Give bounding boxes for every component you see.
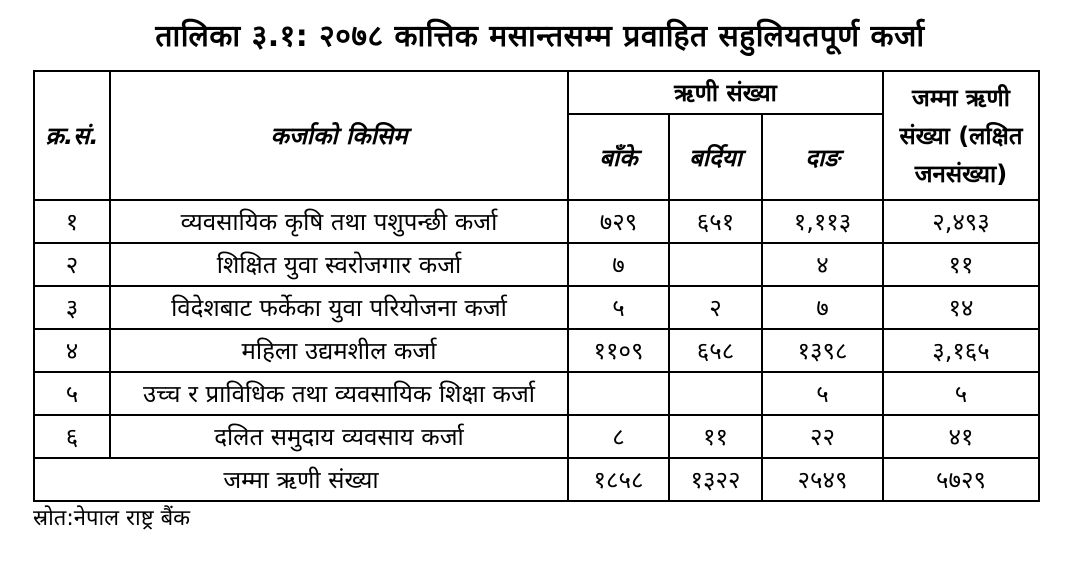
cell-loan-type: शिक्षित युवा स्वरोजगार कर्जा <box>110 243 568 286</box>
header-borrower-count: ऋणी संख्या <box>568 71 883 114</box>
cell-banke: ११०९ <box>568 329 669 372</box>
header-district-bardiya: बर्दिया <box>669 114 762 200</box>
header-loan-type: कर्जाको किसिम <box>110 71 568 200</box>
cell-total: ५ <box>883 372 1039 415</box>
header-total: जम्मा ऋणी संख्या (लक्षित जनसंख्या) <box>883 71 1039 200</box>
cell-total: ११ <box>883 243 1039 286</box>
cell-sn: ३ <box>34 286 110 329</box>
cell-bardiya: ११ <box>669 415 762 458</box>
loan-table <box>33 70 1040 502</box>
cell-bardiya <box>669 243 762 286</box>
cell-sn: २ <box>34 243 110 286</box>
cell-dang: ५ <box>762 372 883 415</box>
cell-total: ४१ <box>883 415 1039 458</box>
cell-loan-type: दलित समुदाय व्यवसाय कर्जा <box>110 415 568 458</box>
total-row-label: जम्मा ऋणी संख्या <box>34 458 568 501</box>
cell-sn: ५ <box>34 372 110 415</box>
cell-bardiya <box>669 372 762 415</box>
cell-sn: ६ <box>34 415 110 458</box>
cell-total: २,४९३ <box>883 200 1039 243</box>
table-row <box>34 243 1039 286</box>
cell-dang: १३९८ <box>762 329 883 372</box>
cell-dang: ४ <box>762 243 883 286</box>
table-row <box>34 329 1039 372</box>
cell-sn: ४ <box>34 329 110 372</box>
cell-loan-type: उच्च र प्राविधिक तथा व्यवसायिक शिक्षा कर्जा <box>110 372 568 415</box>
total-dang: २५४९ <box>762 458 883 501</box>
total-row <box>34 458 1039 501</box>
cell-dang: १,११३ <box>762 200 883 243</box>
cell-banke: ७ <box>568 243 669 286</box>
cell-banke: ७२९ <box>568 200 669 243</box>
table-row <box>34 286 1039 329</box>
cell-bardiya: ६५१ <box>669 200 762 243</box>
cell-banke: ८ <box>568 415 669 458</box>
cell-sn: १ <box>34 200 110 243</box>
cell-total: ३,१६५ <box>883 329 1039 372</box>
table-row <box>34 415 1039 458</box>
total-bardiya: १३२२ <box>669 458 762 501</box>
cell-loan-type: महिला उद्यमशील कर्जा <box>110 329 568 372</box>
header-district-banke: बाँके <box>568 114 669 200</box>
cell-bardiya: २ <box>669 286 762 329</box>
cell-dang: २२ <box>762 415 883 458</box>
total-banke: १८५८ <box>568 458 669 501</box>
cell-dang: ७ <box>762 286 883 329</box>
total-grand: ५७२९ <box>883 458 1039 501</box>
table-row <box>34 372 1039 415</box>
header-district-dang: दाङ <box>762 114 883 200</box>
header-serial: क्र.सं. <box>34 71 110 200</box>
source-note: स्रोत:नेपाल राष्ट्र बैंक <box>33 506 191 531</box>
cell-loan-type: व्यवसायिक कृषि तथा पशुपन्छी कर्जा <box>110 200 568 243</box>
cell-loan-type: विदेशबाट फर्केका युवा परियोजना कर्जा <box>110 286 568 329</box>
cell-total: १४ <box>883 286 1039 329</box>
cell-banke: ५ <box>568 286 669 329</box>
cell-bardiya: ६५८ <box>669 329 762 372</box>
cell-banke <box>568 372 669 415</box>
table-row <box>34 200 1039 243</box>
table-title: तालिका ३.१: २०७८ कात्तिक मसान्तसम्म प्रवाहित सहुलियतपूर्ण कर्जा <box>155 19 925 54</box>
